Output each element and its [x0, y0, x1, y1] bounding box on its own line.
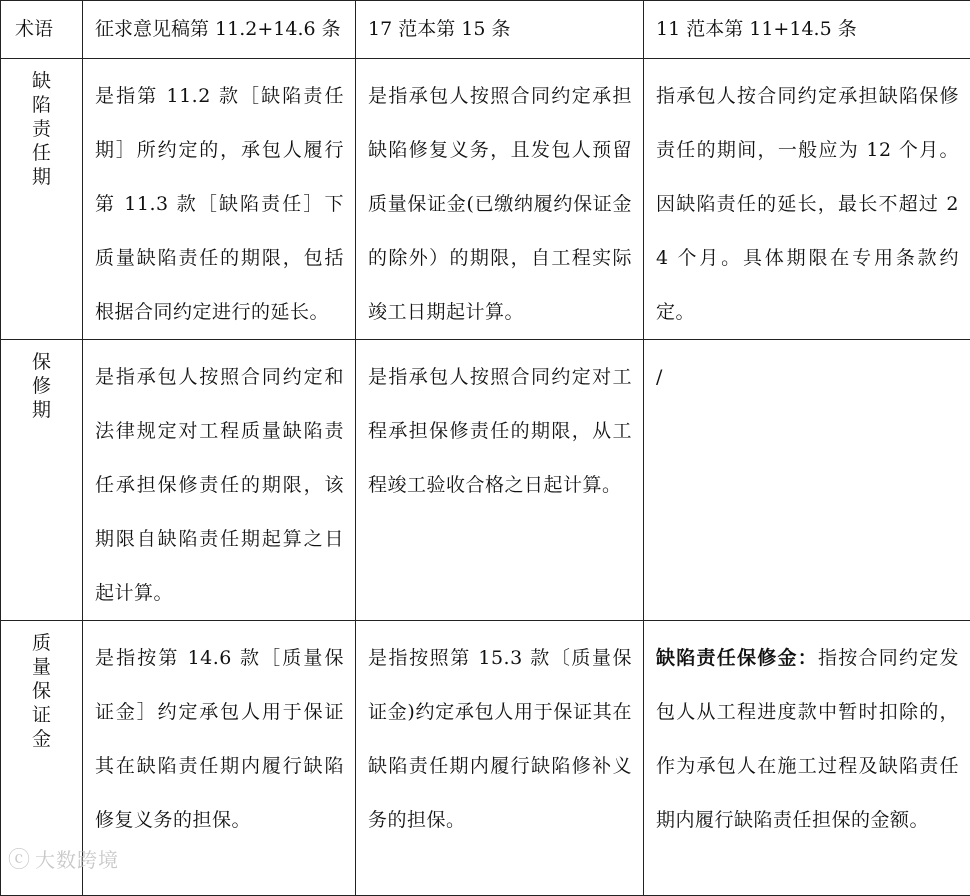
- header-2011: 11 范本第 11+14.5 条: [644, 1, 970, 59]
- v2017-text: 是指承包人按照合同约定承担缺陷修复义务，且发包人预留质量保证金(已缴纳履约保证金的除外）的期限，自工程实际竣工日期起计算。: [356, 59, 643, 339]
- v2011-text-wrap: [644, 621, 970, 847]
- draft-cell: [83, 621, 356, 896]
- header-row: [1, 1, 970, 59]
- term-label: 缺陷责任期: [30, 69, 53, 189]
- watermark-logo-icon: ⓒ: [8, 843, 31, 874]
- table-row: [1, 340, 970, 621]
- table-row: [1, 59, 970, 340]
- header-term: 术语: [1, 1, 83, 59]
- v2011-text: 指按合同约定发包人从工程进度款中暂时扣除的， 作为承包人在施工过程及缺陷责任期内履行缺陷责任担保的金额。: [656, 647, 959, 831]
- v2011-cell: [644, 621, 970, 896]
- v2011-text: 指承包人按合同约定承担缺陷保修责任的期间，一般应为 12 个月。因缺陷责任的延长，最长不超过 24 个月。具体期限在专用条款约定。: [656, 85, 959, 323]
- v2017-cell: [356, 59, 644, 340]
- term-label: 质量保证金: [30, 631, 53, 751]
- term-cell: [1, 59, 83, 340]
- table-row: [1, 621, 970, 896]
- term-label: 保修期: [30, 350, 53, 422]
- v2011-cell: [644, 340, 970, 621]
- v2011-bold-lead: 缺陷责任保修金：: [656, 647, 818, 669]
- watermark-text: 大数跨境: [35, 844, 119, 873]
- header-draft: 征求意见稿第 11.2+14.6 条: [83, 1, 356, 59]
- v2017-cell: [356, 621, 644, 896]
- v2011-text-wrap: [644, 59, 970, 339]
- v2017-text: 是指承包人按照合同约定对工程承担保修责任的期限，从工程竣工验收合格之日起计算。: [356, 340, 643, 512]
- draft-text: 是指承包人按照合同约定和法律规定对工程质量缺陷责任承担保修责任的期限，该期限自缺陷责任期起算之日起计算。: [83, 340, 355, 620]
- draft-cell: [83, 340, 356, 621]
- header-2017: 17 范本第 15 条: [356, 1, 644, 59]
- draft-text: 是指第 11.2 款［缺陷责任期］所约定的，承包人履行第 11.3 款［缺陷责任］下质量缺陷责任的期限，包括根据合同约定进行的延长。: [83, 59, 355, 339]
- draft-cell: [83, 59, 356, 340]
- term-cell: [1, 340, 83, 621]
- v2017-text: 是指按照第 15.3 款〔质量保证金)约定承包人用于保证其在缺陷责任期内履行缺陷修补义务的担保。: [356, 621, 643, 847]
- v2011-text: /: [656, 366, 663, 388]
- watermark: [8, 843, 119, 874]
- v2017-cell: [356, 340, 644, 621]
- v2011-cell: [644, 59, 970, 340]
- v2011-text-wrap: [644, 340, 970, 404]
- draft-text: 是指按第 14.6 款［质量保证金］约定承包人用于保证其在缺陷责任期内履行缺陷修复义务的担保。: [83, 621, 355, 847]
